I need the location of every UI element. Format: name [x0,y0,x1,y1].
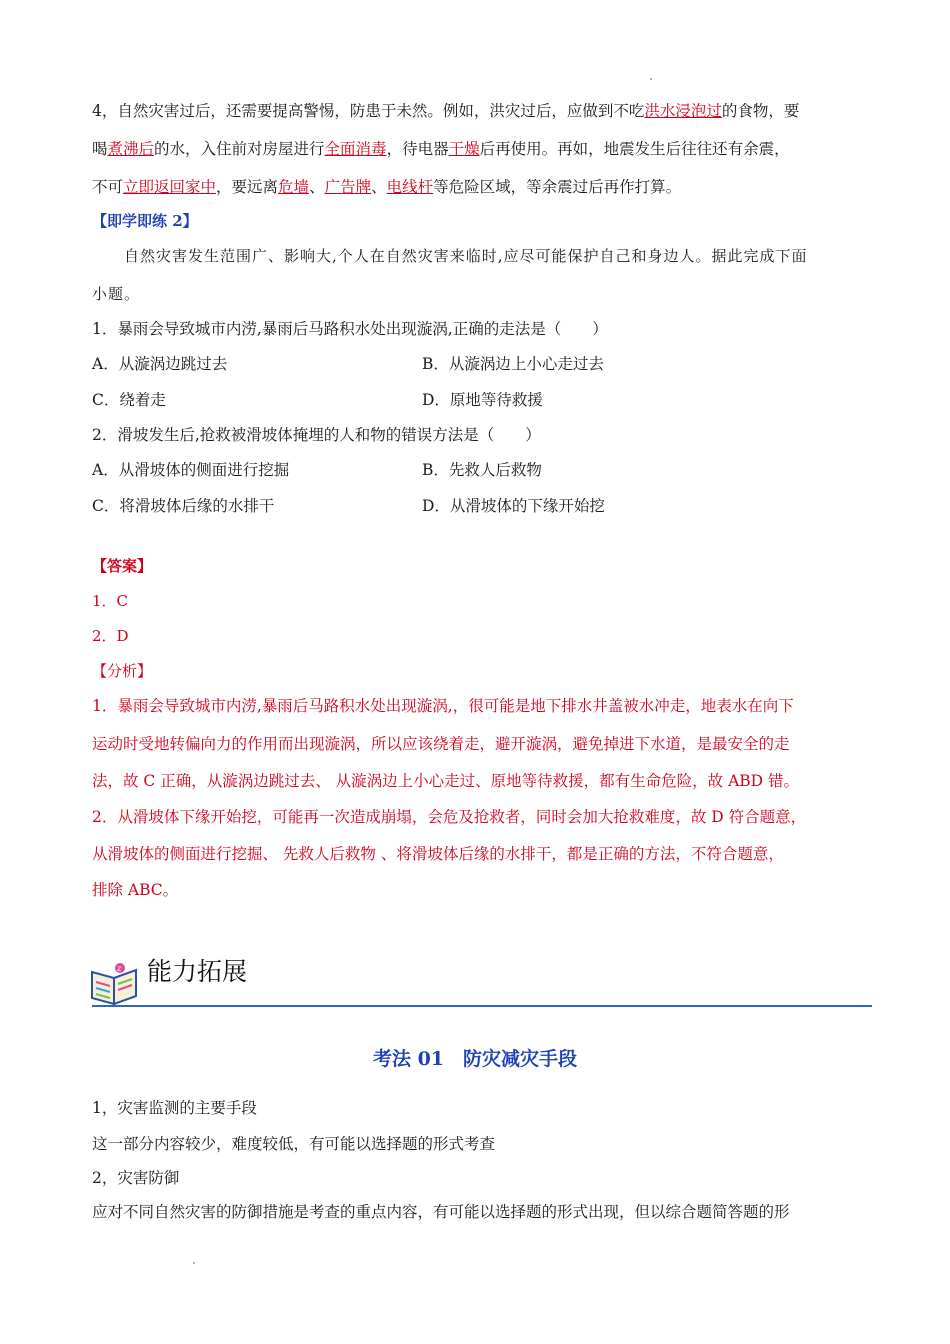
open-book-icon [90,958,142,1006]
analysis-line5: 从滑坡体的侧面进行挖掘、 先救人后救物 、将滑坡体后缘的水排干，都是正确的方法，不符合题意， [92,845,784,863]
practice-intro-line2: 小题。 [92,285,141,303]
answer-2: 2．D [92,627,129,645]
analysis-line2: 运动时受地转偏向力的作用而出现漩涡，所以应该绕着走，避开漩涡，避免掉进下水道，是最安全的走 [92,735,790,753]
body-line4: 应对不同自然灾害的防御措施是考查的重点内容，有可能以选择题的形式出现，但以综合题简答题的形 [92,1203,790,1221]
section-title: 能力拓展 [147,957,248,986]
svg-text:z: z [117,964,122,973]
question-1: 1．暴雨会导致城市内涝,暴雨后马路积水处出现漩涡,正确的走法是（ ） [92,320,608,338]
q2-option-d: D．从滑坡体的下缘开始挖 [422,497,605,515]
page-dot-mark [650,78,652,80]
para4-line3: 不可立即返回家中，要远离危墙、广告牌、电线杆等危险区域，等余震过后再作打算。 [92,178,682,196]
body-line3: 2，灾害防御 [92,1169,180,1187]
body-line1: 1，灾害监测的主要手段 [92,1099,257,1117]
para4-line1: 4，自然灾害过后，还需要提高警惕，防患于未然。例如，洪灾过后，应做到不吃洪水浸泡过的食物，要 [92,102,800,120]
section-header [92,950,872,1010]
question-2: 2．滑坡发生后,抢救被滑坡体掩埋的人和物的错误方法是（ ） [92,426,541,444]
analysis-line1: 1．暴雨会导致城市内涝,暴雨后马路积水处出现漩涡,，很可能是地下排水井盖被水冲走，地表水在向下 [92,697,794,715]
section-divider [92,1005,872,1007]
q2-option-a: A．从滑坡体的侧面进行挖掘 [92,461,290,479]
q1-option-b: B．从漩涡边上小心走过去 [422,355,604,373]
analysis-line6: 排除 ABC。 [92,881,179,899]
q1-option-c: C．绕着走 [92,391,166,409]
answer-1: 1．C [92,592,129,610]
method-title: 考法 01 防灾减灾手段 [372,1048,578,1070]
footer-dot-mark [193,1262,195,1264]
analysis-line4: 2．从滑坡体下缘开始挖，可能再一次造成崩塌，会危及抢救者，同时会加大抢救难度，故 D 符合题意， [92,808,807,826]
q1-option-a: A．从漩涡边跳过去 [92,355,228,373]
q1-option-d: D．原地等待救援 [422,391,543,409]
practice-heading: 【即学即练 2】 [92,212,198,230]
body-line2: 这一部分内容较少，难度较低，有可能以选择题的形式考查 [92,1135,496,1153]
answer-heading: 【答案】 [92,557,153,575]
q2-option-b: B．先救人后救物 [422,461,542,479]
practice-intro-line1: 自然灾害发生范围广、影响大,个人在自然灾害来临时,应尽可能保护自己和身边人。据此完成下面 [124,247,808,265]
para4-line2: 喝煮沸后的水，入住前对房屋进行全面消毒，待电器干燥后再使用。再如，地震发生后往往还有余震， [92,140,790,158]
q2-option-c: C．将滑坡体后缘的水排干 [92,497,275,515]
analysis-line3: 法，故 C 正确，从漩涡边跳过去、 从漩涡边上小心走过、原地等待救援，都有生命危险，故 ABD 错。 [92,772,800,790]
analysis-heading: 【分析】 [92,662,153,680]
